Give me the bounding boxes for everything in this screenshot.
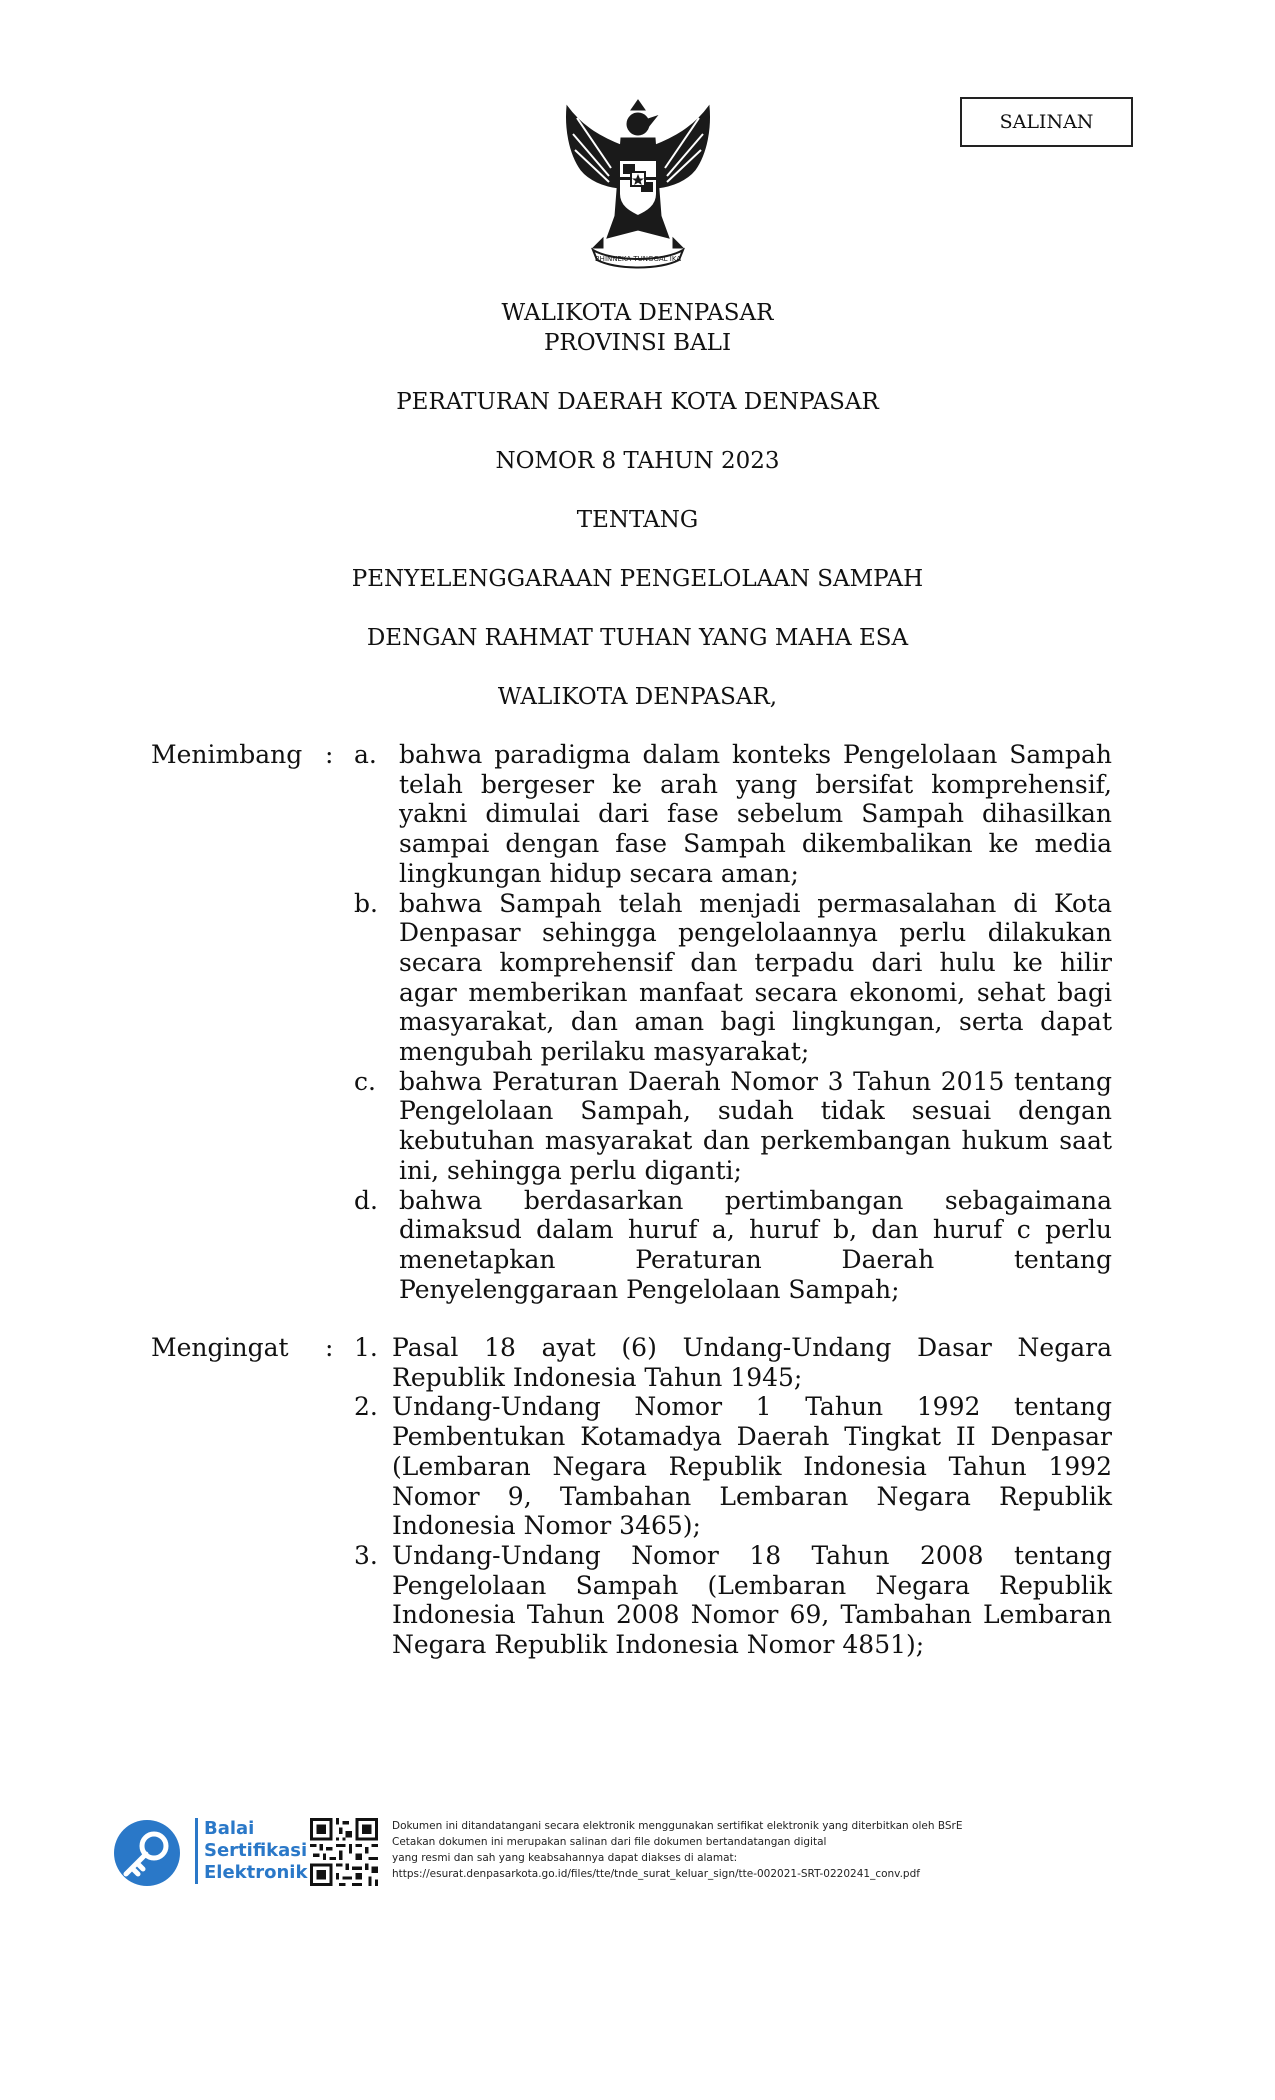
item-text: Pasal 18 ayat (6) Undang-Undang Dasar Negara Republik Indonesia Tahun 1945; [392, 1333, 1112, 1392]
mengingat-label: Mengingat [151, 1333, 289, 1362]
grace-heading: DENGAN RAHMAT TUHAN YANG MAHA ESA [366, 625, 909, 651]
number-heading: NOMOR 8 TAHUN 2023 [495, 448, 780, 474]
subject-heading: PENYELENGGARAAN PENGELOLAAN SAMPAH [351, 566, 924, 592]
signature-note [392, 1818, 1092, 1882]
item-marker: c. [354, 1066, 376, 1096]
item-marker: 2. [354, 1392, 378, 1422]
mengingat-item-1 [354, 1333, 1112, 1392]
logo-text-line: Sertifikasi [204, 1840, 308, 1861]
menimbang-item-b [354, 889, 1112, 1067]
garuda-emblem-icon [553, 98, 723, 270]
verification-link[interactable]: https://esurat.denpasarkota.go.id/files/tte/tnde_surat_keluar_sign/tte-002021-SRT-0220241_conv.pdf [392, 1868, 920, 1880]
mengingat-item-2 [354, 1392, 1112, 1541]
menimbang-item-d [354, 1186, 1112, 1305]
logo-text-line: Elektronik [204, 1862, 308, 1883]
menimbang-item-c [354, 1067, 1112, 1186]
menimbang-label: Menimbang [151, 740, 303, 769]
item-marker: a. [354, 740, 377, 769]
signatory-heading: WALIKOTA DENPASAR, [497, 684, 778, 710]
note-line: Dokumen ini ditandatangani secara elektronik menggunakan sertifikat elektronik yang diterbitkan oleh BSrE [392, 1820, 963, 1832]
bsre-logo-text [195, 1818, 314, 1884]
mengingat-colon: : [325, 1333, 334, 1362]
province-heading: PROVINSI BALI [543, 330, 732, 356]
item-marker: d. [354, 1185, 378, 1215]
mengingat-list [354, 1333, 1112, 1660]
item-text: Undang-Undang Nomor 1 Tahun 1992 tentang Pembentukan Kotamadya Daerah Tingkat II Denpasar (Lembaran Negara Republik Indonesia Tahun 1992 Nomor 9, Tambahan Lembaran Negara Republik Indonesia Nomor 3465); [392, 1392, 1112, 1541]
menimbang-colon: : [325, 740, 334, 769]
regulation-heading: PERATURAN DAERAH KOTA DENPASAR [396, 389, 879, 415]
menimbang-item-a [354, 740, 1112, 889]
salinan-stamp: SALINAN [960, 97, 1133, 147]
item-text: bahwa paradigma dalam konteks Pengelolaan Sampah telah bergeser ke arah yang bersifat komprehensif, yakni dimulai dari fase sebelum Sampah dihasilkan sampai dengan fase Sampah dikembalikan ke media lingkungan hidup secara aman; [399, 740, 1112, 888]
note-line: Cetakan dokumen ini merupakan salinan dari file dokumen bertandatangan digital [392, 1836, 827, 1848]
bsre-logo-icon [112, 1818, 182, 1888]
qr-code-icon[interactable] [310, 1818, 378, 1886]
note-line: yang resmi dan sah yang keabsahannya dapat diakses di alamat: [392, 1852, 738, 1864]
item-text: Undang-Undang Nomor 18 Tahun 2008 tentang Pengelolaan Sampah (Lembaran Negara Republik Indonesia Tahun 2008 Nomor 69, Tambahan Lembaran Negara Republik Indonesia Nomor 4851); [392, 1540, 1112, 1660]
emblem-motto: BHINNEKA TUNGGAL IKA [594, 255, 682, 263]
item-marker: 1. [354, 1333, 378, 1362]
authority-heading: WALIKOTA DENPASAR [501, 300, 774, 326]
menimbang-list [354, 740, 1112, 1304]
item-text: bahwa Peraturan Daerah Nomor 3 Tahun 2015 tentang Pengelolaan Sampah, sudah tidak sesuai dengan kebutuhan masyarakat dan perkembangan hukum saat ini, sehingga perlu diganti; [399, 1066, 1112, 1185]
item-marker: 3. [354, 1540, 378, 1570]
item-marker: b. [354, 888, 378, 918]
logo-text-line: Balai [204, 1818, 255, 1839]
mengingat-item-3 [354, 1541, 1112, 1660]
item-text: bahwa berdasarkan pertimbangan sebagaimana dimaksud dalam huruf a, huruf b, dan huruf c perlu menetapkan Peraturan Daerah tentang Penyelenggaraan Pengelolaan Sampah; [399, 1185, 1112, 1304]
about-heading: TENTANG [576, 507, 699, 533]
item-text: bahwa Sampah telah menjadi permasalahan di Kota Denpasar sehingga pengelolaannya perlu dilakukan secara komprehensif dan terpadu dari hulu ke hilir agar memberikan manfaat secara ekonomi, sehat bagi masyarakat, dan aman bagi lingkungan, serta dapat mengubah perilaku masyarakat; [399, 888, 1112, 1067]
